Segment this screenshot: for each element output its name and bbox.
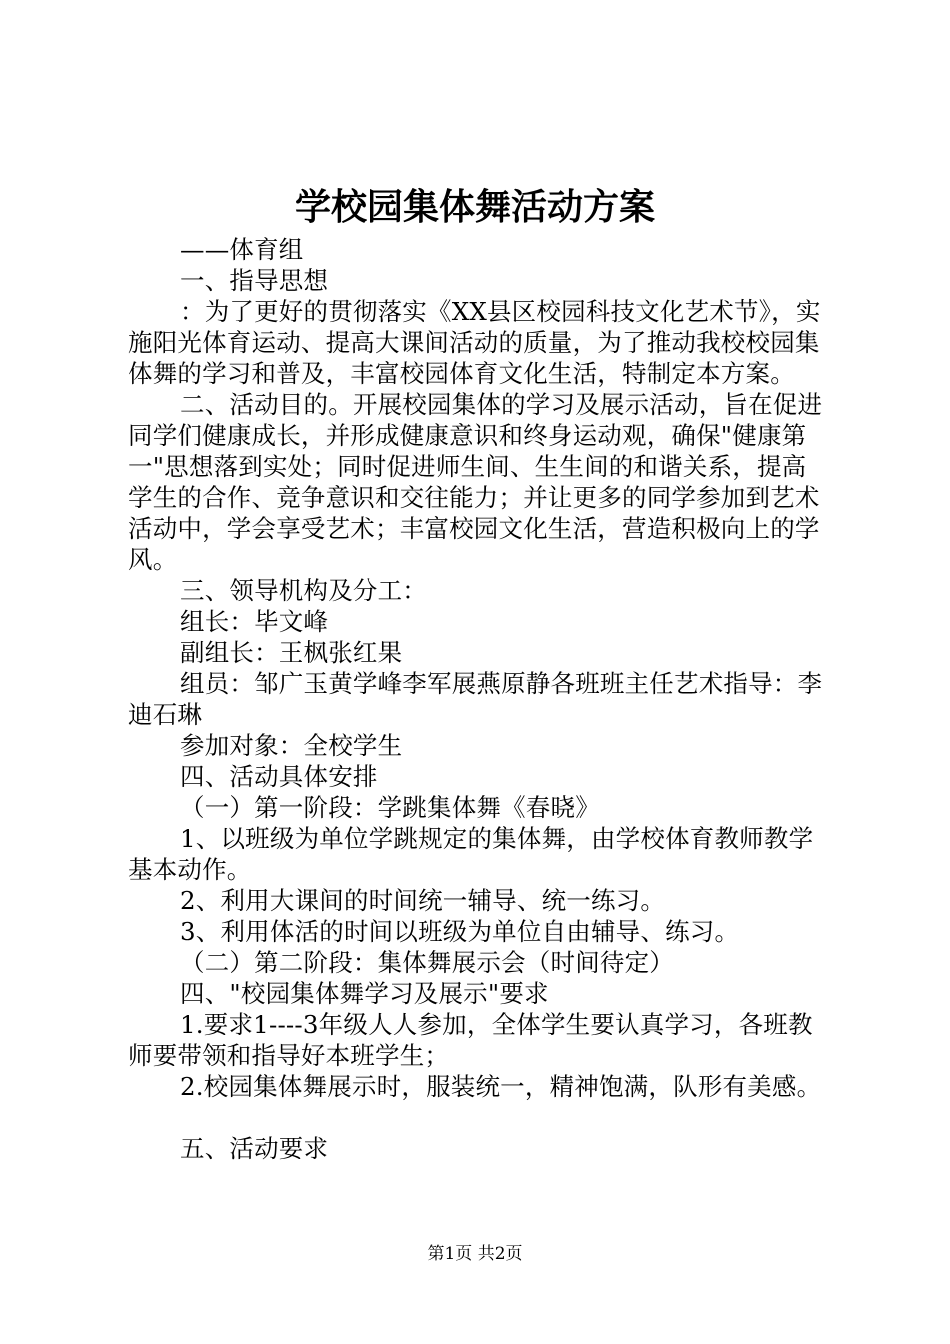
paragraph: 参加对象：全校学生 — [180, 731, 403, 760]
list-item: 2、利用大课间的时间统一辅导、统一练习。 — [180, 886, 666, 915]
list-item: 1、以班级为单位学跳规定的集体舞，由学校体育教师教学基本动作。 — [128, 824, 814, 884]
sub-heading: （一）第一阶段：学跳集体舞《春晓》 — [180, 793, 600, 822]
document-body — [128, 234, 828, 1164]
author-line: ——体育组 — [180, 235, 304, 264]
document-title: 学校园集体舞活动方案 — [294, 186, 655, 228]
list-item: 2.校园集体舞展示时，服装统一，精神饱满，队形有美感。 — [180, 1072, 822, 1101]
paragraph: 副组长：王枫张红果 — [180, 638, 403, 667]
list-item: 3、利用体活的时间以班级为单位自由辅导、练习。 — [180, 917, 740, 946]
section-heading: 四、"校园集体舞学习及展示"要求 — [180, 979, 549, 1008]
spacer — [128, 1102, 828, 1133]
page-footer: 第1页 共2页 — [427, 1244, 523, 1264]
paragraph: ：为了更好的贯彻落实《XX县区校园科技文化艺术节》，实施阳光体育运动、提高大课间活动的质量，为了推动我校校园集体舞的学习和普及，丰富校园体育文化生活，特制定本方案。 — [128, 297, 821, 388]
section-heading: 三、领导机构及分工： — [180, 576, 427, 605]
paragraph: 组长：毕文峰 — [180, 607, 329, 636]
paragraph: 组员：邹广玉黄学峰李军展燕原静各班班主任艺术指导：李迪石琳 — [128, 669, 823, 729]
section-heading: 一、指导思想 — [180, 266, 329, 295]
section-heading: 四、活动具体安排 — [180, 762, 378, 791]
sub-heading: （二）第二阶段：集体舞展示会（时间待定） — [180, 948, 674, 977]
section-heading: 五、活动要求 — [180, 1134, 329, 1163]
list-item: 1.要求1----3年级人人参加，全体学生要认真学习，各班教师要带领和指导好本班学生； — [128, 1010, 813, 1070]
paragraph: 二、活动目的。开展校园集体的学习及展示活动，旨在促进同学们健康成长，并形成健康意识和终身运动观，确保"健康第一"思想落到实处；同时促进师生间、生生间的和谐关系，提高学生的合作、竞争意识和交往能力；并让更多的同学参加到艺术活动中，学会享受艺术；丰富校园文化生活，营造积极向上的学风。 — [128, 390, 823, 574]
